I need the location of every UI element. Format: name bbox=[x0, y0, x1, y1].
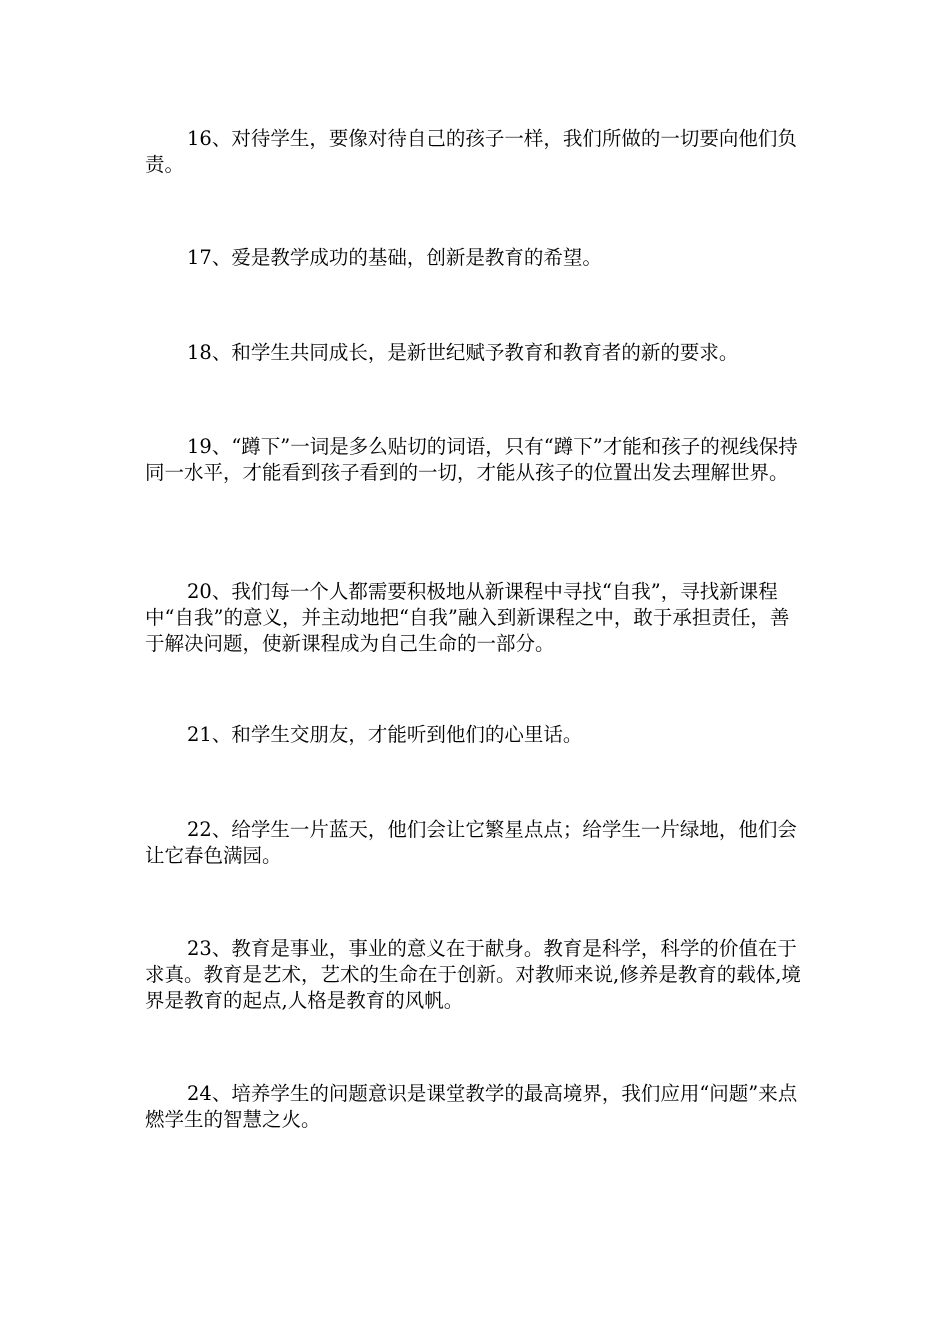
paragraph-16: 16、对待学生，要像对待自己的孩子一样，我们所做的一切要向他们负责。 bbox=[145, 127, 797, 176]
paragraph-18: 18、和学生共同成长，是新世纪赋予教育和教育者的新的要求。 bbox=[187, 341, 739, 364]
paragraph-24: 24、培养学生的问题意识是课堂教学的最高境界，我们应用“问题”来点燃学生的智慧之火。 bbox=[145, 1082, 798, 1131]
paragraph-23: 23、教育是事业，事业的意义在于献身。教育是科学，科学的价值在于求真。教育是艺术，艺术的生命在于创新。对教师来说,修养是教育的载体,境界是教育的起点,人格是教育的风帆。 bbox=[145, 937, 801, 1012]
paragraph-19: 19、“蹲下”一词是多么贴切的词语，只有“蹲下”才能和孩子的视线保持同一水平，才能看到孩子看到的一切，才能从孩子的位置出发去理解世界。 bbox=[145, 435, 798, 484]
paragraph-21: 21、和学生交朋友，才能听到他们的心里话。 bbox=[187, 723, 583, 746]
paragraph-17: 17、爱是教学成功的基础，创新是教育的希望。 bbox=[187, 246, 602, 269]
paragraph-22: 22、给学生一片蓝天，他们会让它繁星点点；给学生一片绿地，他们会让它春色满园。 bbox=[145, 818, 797, 867]
paragraph-20: 20、我们每一个人都需要积极地从新课程中寻找“自我”，寻找新课程中“自我”的意义，并主动地把“自我”融入到新课程之中，敢于承担责任，善于解决问题，使新课程成为自己生命的一部分。 bbox=[145, 580, 790, 655]
